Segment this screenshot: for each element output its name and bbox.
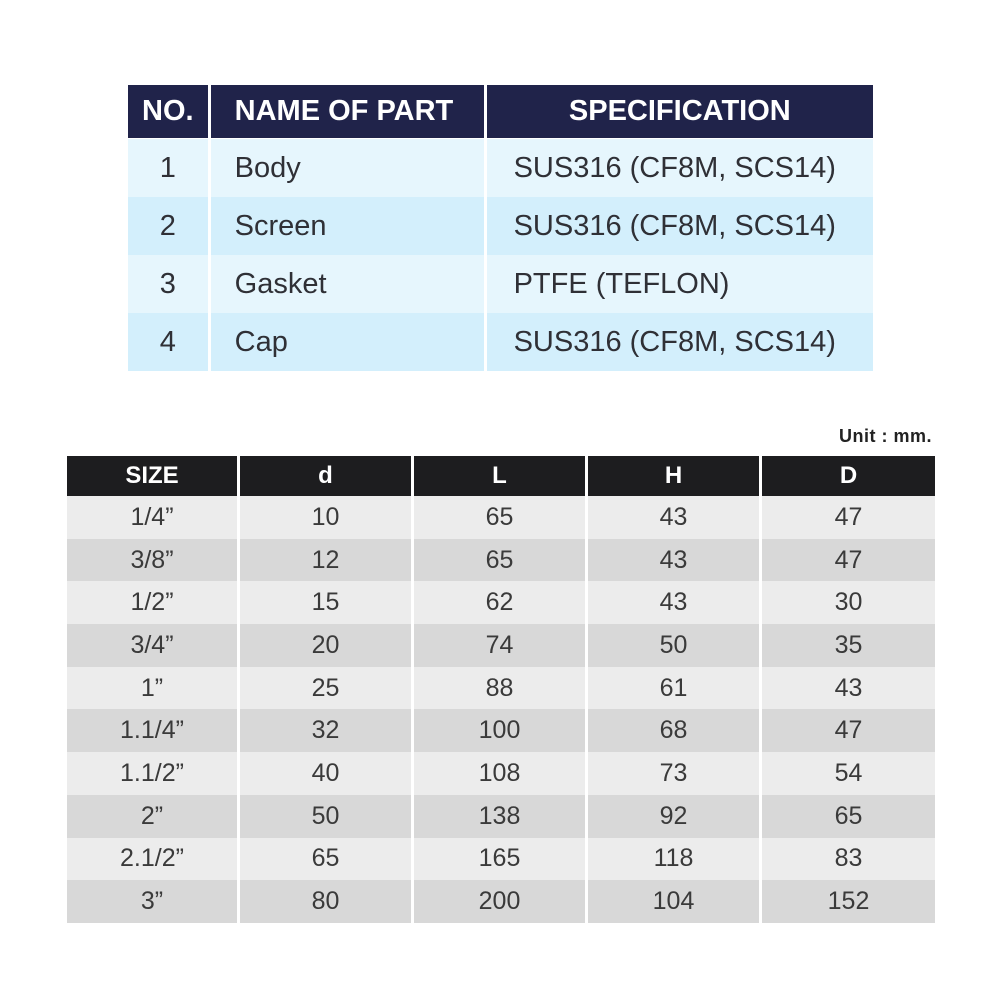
parts-table — [128, 85, 873, 371]
parts-row — [128, 139, 873, 197]
cell-h: 50 — [588, 624, 759, 667]
cell-size: 3” — [67, 880, 237, 923]
cell-l: 165 — [414, 838, 585, 881]
size-row — [67, 667, 935, 710]
parts-row — [128, 255, 873, 313]
part-no: 1 — [128, 139, 208, 197]
size-table-header — [67, 456, 935, 496]
cell-h: 43 — [588, 581, 759, 624]
size-row — [67, 496, 935, 539]
cell-l: 88 — [414, 667, 585, 710]
cell-d-small: 20 — [240, 624, 411, 667]
size-row — [67, 624, 935, 667]
part-name: Gasket — [211, 255, 484, 313]
header-l: L — [414, 456, 585, 496]
size-row — [67, 539, 935, 582]
cell-l: 200 — [414, 880, 585, 923]
cell-size: 1” — [67, 667, 237, 710]
header-size: SIZE — [67, 456, 237, 496]
size-row — [67, 838, 935, 881]
size-row — [67, 752, 935, 795]
cell-h: 73 — [588, 752, 759, 795]
part-name: Body — [211, 139, 484, 197]
cell-l: 74 — [414, 624, 585, 667]
cell-h: 118 — [588, 838, 759, 881]
cell-d-large: 152 — [762, 880, 935, 923]
cell-h: 43 — [588, 496, 759, 539]
cell-size: 3/8” — [67, 539, 237, 582]
part-no: 3 — [128, 255, 208, 313]
cell-size: 2” — [67, 795, 237, 838]
cell-size: 1.1/2” — [67, 752, 237, 795]
part-spec: SUS316 (CF8M, SCS14) — [487, 197, 873, 255]
cell-l: 62 — [414, 581, 585, 624]
cell-d-small: 50 — [240, 795, 411, 838]
header-no: NO. — [128, 85, 208, 138]
part-no: 4 — [128, 313, 208, 371]
cell-h: 43 — [588, 539, 759, 582]
cell-size: 3/4” — [67, 624, 237, 667]
cell-size: 1/2” — [67, 581, 237, 624]
cell-size: 1/4” — [67, 496, 237, 539]
cell-l: 108 — [414, 752, 585, 795]
cell-l: 138 — [414, 795, 585, 838]
cell-h: 68 — [588, 709, 759, 752]
cell-d-small: 15 — [240, 581, 411, 624]
parts-row — [128, 313, 873, 371]
size-row — [67, 581, 935, 624]
header-name-of-part: NAME OF PART — [211, 85, 484, 138]
cell-d-large: 35 — [762, 624, 935, 667]
cell-d-large: 43 — [762, 667, 935, 710]
unit-note: Unit : mm. — [839, 426, 932, 446]
header-h: H — [588, 456, 759, 496]
cell-l: 100 — [414, 709, 585, 752]
cell-d-small: 32 — [240, 709, 411, 752]
part-spec: SUS316 (CF8M, SCS14) — [487, 139, 873, 197]
part-no: 2 — [128, 197, 208, 255]
cell-d-small: 10 — [240, 496, 411, 539]
cell-size: 2.1/2” — [67, 838, 237, 881]
cell-d-small: 25 — [240, 667, 411, 710]
size-row — [67, 880, 935, 923]
part-spec: PTFE (TEFLON) — [487, 255, 873, 313]
cell-size: 1.1/4” — [67, 709, 237, 752]
cell-d-small: 80 — [240, 880, 411, 923]
cell-d-small: 12 — [240, 539, 411, 582]
cell-d-large: 47 — [762, 539, 935, 582]
cell-d-large: 54 — [762, 752, 935, 795]
size-row — [67, 709, 935, 752]
cell-l: 65 — [414, 496, 585, 539]
header-d-small: d — [240, 456, 411, 496]
cell-l: 65 — [414, 539, 585, 582]
header-d-large: D — [762, 456, 935, 496]
parts-row — [128, 197, 873, 255]
cell-d-large: 65 — [762, 795, 935, 838]
cell-h: 92 — [588, 795, 759, 838]
cell-d-small: 65 — [240, 838, 411, 881]
cell-d-large: 47 — [762, 709, 935, 752]
cell-d-small: 40 — [240, 752, 411, 795]
cell-h: 104 — [588, 880, 759, 923]
part-name: Screen — [211, 197, 484, 255]
part-spec: SUS316 (CF8M, SCS14) — [487, 313, 873, 371]
size-table — [67, 456, 935, 923]
part-name: Cap — [211, 313, 484, 371]
cell-d-large: 30 — [762, 581, 935, 624]
parts-table-header — [128, 85, 873, 138]
size-row — [67, 795, 935, 838]
cell-h: 61 — [588, 667, 759, 710]
cell-d-large: 47 — [762, 496, 935, 539]
cell-d-large: 83 — [762, 838, 935, 881]
header-specification: SPECIFICATION — [487, 85, 873, 138]
